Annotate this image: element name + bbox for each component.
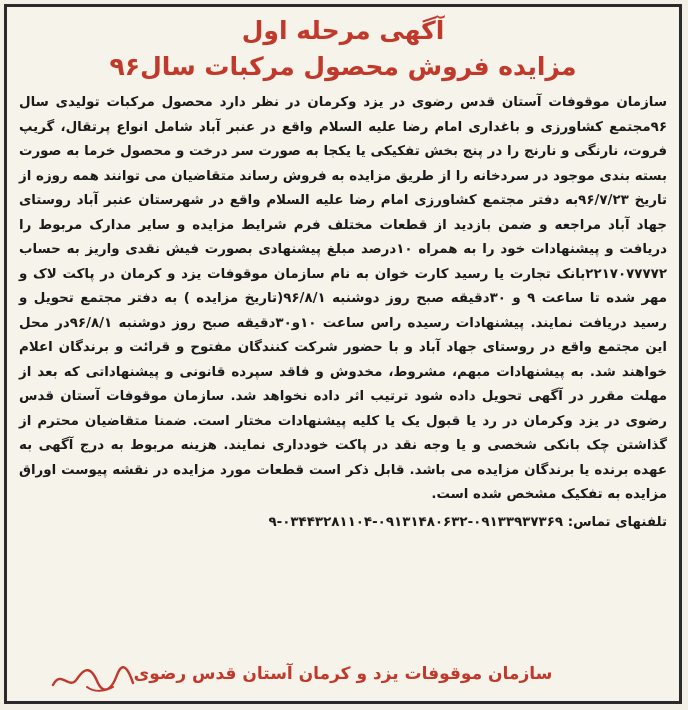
contact-phones — [19, 510, 667, 536]
phones-numbers: ۰۹۱۳۳۹۳۷۳۶۹-۰۹۱۳۱۴۸۰۶۳۲-۰۳۴۴۳۲۸۱۱۰۴-۹ — [268, 514, 564, 530]
notice-main-title: مزایده فروش محصول مرکبات سال۹۶ — [109, 52, 577, 81]
handwritten-signature-icon — [47, 661, 137, 697]
notice-body: سازمان موقوفات آستان قدس رضوی در یزد وکرمان در نظر دارد محصول مرکبات تولیدی سال ۹۶مجتمع کشاورزی و باغداری امام رضا علیه السلام واقع در عنبر آباد شامل انواع پرتقال، گریپ فروت، نارنگی و نارنج را در پنج بخش تفکیکی یا یکجا به صورت سر درخت و محصول خرما به صورت بسته بندی موجود در سردخانه را از طریق مزایده به فروش رساند متقاضیان می توانند همه روزه از تاریخ ۹۶/۷/۲۳به دفتر مجتمع کشاورزی امام رضا علیه السلام واقع در شهرستان عنبر آباد روستای جهاد آباد مراجعه و ضمن بازدید از قطعات مختلف فرم شرایط مزایده و سایر مدارک مربوط را دریافت و پیشنهادات خود را به همراه ۱۰درصد مبلغ پیشنهادی بصورت فیش نقدی واریز به حساب ۲۲۱۷۰۷۷۷۷۲بانک تجارت یا رسید کارت خوان به نام سازمان موقوفات یزد و کرمان در پاکت لاک و مهر شده تا ساعت ۹ و ۳۰دقیقه صبح روز دوشنبه ۹۶/۸/۱(تاریخ مزایده ) به دفتر مجتمع تحویل و رسید دریافت نمایند. پیشنهادات رسیده راس ساعت ۱۰و۳۰دقیقه صبح روز دوشنبه ۹۶/۸/۱در محل این مجتمع واقع در روستای جهاد آباد و با حضور شرکت کنندگان مفتوح و قرائت و برندگان اعلام خواهند شد. به پیشنهادات مبهم، مشروط، مخدوش و فاقد سپرده قانونی و پیشنهاداتی که بعد از مهلت مقرر در آگهی تحویل داده شود ترتیب اثر داده نخواهد شد. سازمان موقوفات آستان قدس رضوی در یزد وکرمان در رد یا قبول یک یا کلیه پیشنهادات مختار است. ضمنا متقاضیان محترم از گذاشتن چک بانکی شخصی و یا وجه نقد در پاکت خودداری نمایند. هزینه مربوط به درج آگهی به عهده برنده یا برندگان مزایده می باشد. قابل ذکر است قطعات مورد مزایده در نقشه پیوست اوراق مزایده به تفکیک مشخص شده است. — [19, 95, 668, 502]
organization-signature-line: سازمان موقوفات یزد و کرمان آستان قدس رضوی — [133, 664, 553, 684]
notice-stage-title: آگهی مرحله اول — [241, 16, 445, 45]
phones-label: تلفنهای تماس: — [567, 514, 667, 530]
notice-box — [4, 4, 682, 704]
